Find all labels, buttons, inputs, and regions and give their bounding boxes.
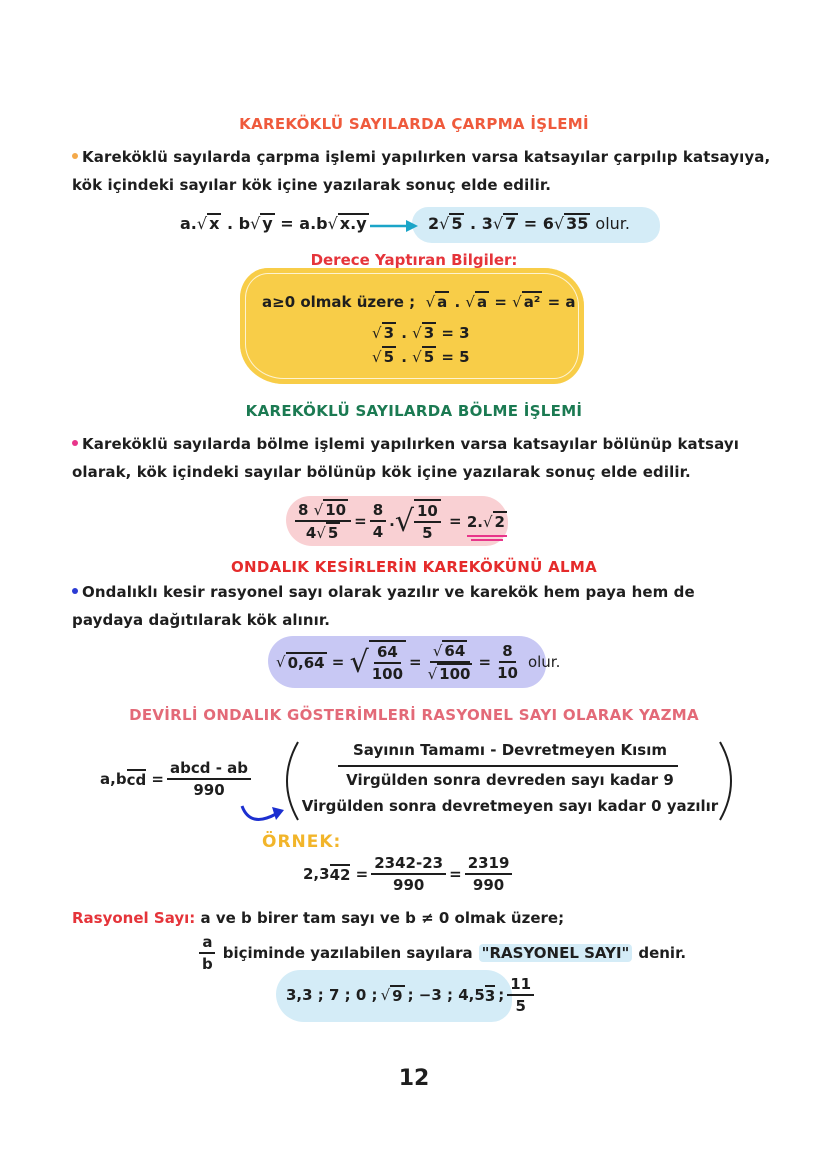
radical-icon: √	[412, 324, 422, 342]
note-line-3: √ 5 . √ 5 = 5	[372, 348, 470, 366]
division-result	[467, 511, 507, 531]
radicand: 5	[327, 524, 339, 542]
repeating-digit: 3	[484, 987, 496, 1005]
rule-denominator-2: Virgülden sonra devretmeyen sayı kadar 0 yazılır	[301, 797, 719, 815]
fraction	[425, 640, 476, 684]
radical-icon: √	[196, 214, 208, 233]
rational-definition-line	[72, 909, 564, 927]
fraction-bar	[338, 765, 678, 767]
decimal-example	[276, 640, 560, 684]
note-line-1: a≥0 olmak üzere ; √ a . √ a = √ a² = a	[262, 293, 576, 311]
lhs-int: 2,3	[303, 865, 330, 883]
radical-icon: √	[372, 348, 382, 366]
example-list: 3,3 ; 7 ; 0 ;	[286, 986, 378, 1004]
bullet-icon	[72, 588, 78, 594]
numerator: abcd - ab	[167, 758, 251, 780]
arrow-right-icon	[370, 219, 418, 233]
coef-a: a.	[180, 214, 197, 233]
denominator: 990	[393, 876, 425, 894]
fraction	[370, 500, 386, 542]
fraction	[199, 932, 216, 974]
numerator: 11	[507, 974, 534, 996]
radical-icon: √	[425, 293, 436, 311]
radical-icon: √	[394, 503, 414, 539]
example-formula	[303, 853, 515, 895]
result: a	[565, 293, 576, 311]
denominator: 990	[193, 781, 225, 799]
example-list: ;	[498, 986, 505, 1004]
heading-division: KAREKÖKLÜ SAYILARDA BÖLME İŞLEMİ	[245, 402, 583, 420]
note-condition: a≥0 olmak üzere ;	[262, 293, 416, 311]
radical-icon: √	[316, 524, 326, 542]
paragraph-line: Kareköklü sayılarda bölme işlemi yapılırken varsa katsayılar bölünüp katsayı	[82, 435, 739, 453]
rule-numerator: Sayının Tamamı - Devretmeyen Kısım	[353, 741, 667, 759]
division-example	[292, 499, 507, 543]
repeating-formula	[100, 758, 254, 800]
radicand: 3	[423, 324, 435, 342]
equals: =	[478, 653, 492, 671]
coef: 6	[542, 214, 554, 233]
note-title: Derece Yaptıran Bilgiler:	[310, 251, 518, 269]
radicand: 7	[505, 214, 517, 233]
radicand: a	[476, 293, 488, 311]
heading-repeating: DEVİRLİ ONDALIK GÖSTERİMLERİ RASYONEL SAYI OLARAK YAZMA	[129, 706, 699, 724]
denominator: 5	[422, 524, 433, 542]
radical-icon: √	[553, 214, 565, 233]
radical-icon: √	[439, 214, 450, 233]
coef: 2.	[466, 513, 483, 531]
fraction	[494, 641, 521, 683]
radical-icon: √	[349, 644, 369, 680]
paragraph-line: paydaya dağıtılarak kök alınır.	[72, 611, 331, 629]
definition-text: biçiminde yazılabilen sayılara	[222, 944, 473, 962]
fraction	[295, 499, 351, 543]
paragraph-decimal	[72, 578, 772, 634]
multiplication-example	[428, 213, 630, 233]
fraction	[465, 853, 513, 895]
dot-operator: .	[464, 214, 482, 233]
radicand: 5	[423, 348, 435, 366]
rational-label: Rasyonel Sayı:	[72, 909, 196, 927]
numerator: 10	[414, 501, 441, 523]
radicand: y	[262, 214, 273, 233]
bullet-icon	[72, 153, 78, 159]
rational-examples	[286, 974, 537, 1016]
repeating-digits: cd	[126, 771, 147, 789]
denominator: 4	[372, 523, 384, 541]
lhs-int: a,b	[100, 770, 127, 788]
radical-icon: √	[372, 324, 382, 342]
paragraph-division	[72, 430, 772, 486]
rational-line-2	[196, 932, 686, 974]
equals: =	[354, 512, 367, 530]
highlighted-term: "RASYONEL SAYI"	[479, 944, 633, 962]
equals: =	[326, 653, 350, 671]
heading-decimal: ONDALIK KESİRLERİN KAREKÖKÜNÜ ALMA	[231, 558, 597, 576]
radical-icon: √	[427, 665, 438, 683]
equals: =	[409, 653, 422, 671]
coef-b: b	[238, 214, 251, 233]
equals: =	[350, 865, 369, 883]
paragraph-line: Kareköklü sayılarda çarpma işlemi yapılırken varsa katsayılar çarpılıp katsayıya,	[82, 148, 771, 166]
dot-operator: .	[221, 214, 239, 233]
denominator: 100	[371, 665, 404, 683]
repeating-digits: 42	[329, 866, 351, 884]
radical-icon: √	[482, 513, 493, 531]
fraction	[414, 499, 441, 543]
radicand: a²	[523, 293, 541, 311]
paragraph-multiplication	[72, 143, 772, 199]
radicand: 5	[451, 214, 463, 233]
coef: 8	[298, 501, 309, 519]
radical-icon: √	[512, 293, 522, 311]
denominator: 10	[497, 664, 518, 682]
bullet-icon	[72, 440, 78, 446]
equals: =	[449, 865, 462, 883]
radicand: 5	[383, 348, 394, 366]
denominator: 5	[515, 997, 526, 1015]
fraction	[167, 758, 251, 800]
radicand: 3	[383, 324, 394, 342]
radical-icon: √	[492, 214, 504, 233]
radical-icon: √	[412, 348, 422, 366]
fraction	[507, 974, 534, 1016]
denominator: 990	[472, 876, 505, 894]
radical-icon: √	[327, 214, 338, 233]
radical-icon: √	[432, 642, 443, 660]
equals: =	[518, 214, 543, 233]
radical-icon: √	[313, 501, 324, 519]
coef: 4	[305, 524, 317, 542]
note-line-2: √ 3 . √ 3 = 3	[372, 324, 470, 342]
page-number: 12	[398, 1066, 430, 1091]
radicand: 0,64	[287, 654, 325, 672]
coef-ab: a.b	[299, 214, 328, 233]
definition-text: denir.	[638, 944, 687, 962]
radicand: 2	[494, 513, 505, 531]
coef: 3	[481, 214, 493, 233]
underline-icon	[471, 539, 503, 541]
radicand: 64	[444, 642, 466, 660]
equals: =	[443, 512, 467, 530]
numerator: a	[199, 932, 215, 954]
heading-multiplication: KAREKÖKLÜ SAYILARDA ÇARPMA İŞLEMİ	[239, 115, 589, 133]
suffix-text: olur.	[527, 653, 561, 671]
numerator: 64	[374, 642, 401, 664]
radicand: a	[437, 293, 448, 311]
paragraph-line: Ondalıklı kesir rasyonel sayı olarak yazılır ve karekök hem paya hem de	[82, 583, 695, 601]
numerator: 8	[499, 641, 515, 663]
radicand: 35	[566, 214, 589, 233]
radicand: 10	[325, 501, 347, 519]
paragraph-line: kök içindeki sayılar kök içine yazılarak sonuç elde edilir.	[72, 176, 551, 194]
underline-icon	[467, 535, 507, 537]
numerator: 2319	[465, 853, 513, 875]
radical-icon: √	[465, 293, 475, 311]
radical-icon: √	[276, 653, 286, 671]
example-list: ; −3 ; 4,5	[407, 986, 485, 1004]
dot-operator: .	[389, 512, 395, 530]
radicand: x.y	[339, 214, 367, 233]
result: 5	[459, 348, 470, 366]
numerator: 8	[370, 500, 386, 522]
multiplication-formula	[180, 213, 369, 233]
result: 3	[459, 324, 470, 342]
numerator: 2342-23	[371, 853, 446, 875]
fraction	[371, 853, 446, 895]
equals: =	[146, 770, 164, 788]
radicand: 100	[439, 665, 471, 683]
paragraph-line: olarak, kök içindeki sayılar bölünüp kök içine yazılarak sonuç elde edilir.	[72, 463, 691, 481]
radical-icon: √	[380, 986, 391, 1004]
rational-line-1: a ve b birer tam sayı ve b ≠ 0 olmak üzere;	[200, 909, 565, 927]
coef: 2	[428, 214, 440, 233]
radical-icon: √	[250, 214, 261, 233]
rule-denominator-1: Virgülden sonra devreden sayı kadar 9	[346, 771, 674, 789]
denominator: b	[202, 955, 213, 973]
fraction	[369, 640, 406, 684]
example-label: ÖRNEK:	[262, 832, 342, 852]
radicand: x	[209, 214, 220, 233]
suffix-text: olur.	[590, 214, 630, 233]
equals: =	[274, 214, 300, 233]
radicand: 9	[392, 987, 403, 1005]
